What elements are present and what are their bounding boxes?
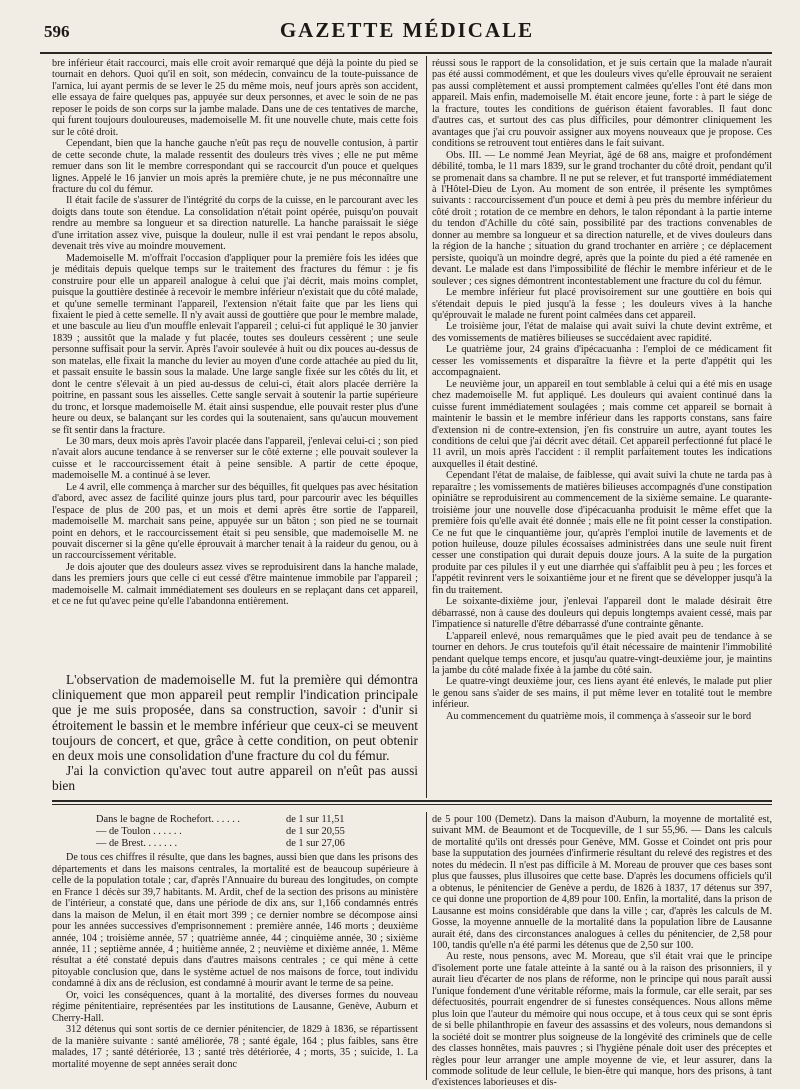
paragraph: de 5 pour 100 (Demetz). Dans la maison d'Auburn, la moyenne de mortalité est, suivant MM. de Beaumont et de Tocqueville, de 1 sur 55,96. — Dans les calculs de mortalité qu'ils ont dressés pour Genève, MM. Gosse et Coindet ont pris pour base la supputation des journées d'infirmerie résultant du relevé des registres et des notes du médecin. Il n'est pas difficile à M. Moreau de prouver que ces bases sont plus que fausses, plus illusoires que cette base. D'après les documens officiels qu'il a obtenus, le pénitencier de Genève a perdu, de 1826 à 1837, 17 détenus sur 397, ce qui donne une proportion de 4,89 pour 100. Enfin, la mortalité, dans la prison de Lausanne est moins considérable que dans la ville ; car, d'après les calculs de M. Gosse, la moyenne annuelle de la mortalité dans la population libre de Lausanne aurait été, dans des circonstances analogues à celles du pénitencier, de 2,58 pour 100, tandis qu'elle n'a été parmi les détenus que de 2,50 sur 100.: [432, 814, 772, 951]
stat-ratio: de 1 sur 27,06: [286, 837, 345, 849]
stat-place: — de Toulon . . . . . .: [96, 825, 182, 837]
stat-place: Dans le bagne de Rochefort. . . . . .: [96, 814, 240, 825]
paragraph: Le soixante-dixième jour, j'enlevai l'appareil dont le malade désirait être débarrassé, non à cause des douleurs qui depuis longtemps avaient cessé, mais par l'impatience si naturelle d'être débarrassé d'une contrainte gênante.: [432, 596, 772, 631]
paragraph: 312 détenus qui sont sortis de ce dernier pénitencier, de 1829 à 1836, se répartissent de la manière suivante : santé améliorée, 78 ; santé égale, 164 ; plus faibles, sans être malades, 17 ; santé détériorée, 13 ; santé très détériorée, 4 ; morts, 35 ; suicide, 1. La mortalité moyenne de sept années serait donc: [52, 1024, 418, 1070]
paragraph: L'observation de mademoiselle M. fut la première qui démontra cliniquement que mon appareil peut remplir l'indication principale que je me suis proposée, dans sa construction, savoir : d'unir si étroitement le bassin et le membre inférieur que ceux-ci se meuvent toujours de concert, et que, grâce à cette condition, on peut obtenir en deux mois une consolidation d'une fracture du col du fémur.: [52, 672, 418, 764]
paragraph: Il était facile de s'assurer de l'intégrité du corps de la cuisse, en le parcourant avec les doigts dans toute son étendue. La consolidation n'était point opérée, puisqu'on pouvait rendre au membre sa longueur et sa direction naturelle. La hanche paraissait le siége d'une irritation assez vive, puisque la douleur, nulle il est vrai pendant le repos absolu, devenait très vive au moindre mouvement.: [52, 195, 418, 253]
paragraph: Le membre inférieur fut placé provisoirement sur une gouttière en bois qui s'étendait depuis le pied jusqu'à la fesse ; les douleurs vives à la hanche qu'éprouvait le malade ne furent point calmées dans cet appareil.: [432, 287, 772, 321]
paragraph: Le troisième jour, l'état de malaise qui avait suivi la chute devint extrême, et des vomissements de matières bilieuses se succédaient avec rapidité.: [432, 321, 772, 344]
table-row: [52, 826, 418, 838]
paragraph: Le quatrième jour, 24 grains d'ipécacuanha : l'emploi de ce médicament fit cesser les vomissements et disparaître la fièvre et la perte d'appétit qui les accompagnaient.: [432, 344, 772, 379]
upper-left-column: [52, 58, 418, 668]
paragraph: Je dois ajouter que des douleurs assez vives se reproduisirent dans la hanche malade, dans les premiers jours que celle ci eut cessé d'être maintenue immobile par l'appareil ; mademoiselle M. calmait immédiatement ses douleurs en se replaçant dans cet appareil, et ce ne fut qu'avec peine qu'elle l'abandonna entièrement.: [52, 561, 418, 608]
paragraph: L'appareil enlevé, nous remarquâmes que le pied avait peu de tendance à se tourner en dehors. Je crus toutefois qu'il était nécessaire de maintenir l'immobilité pendant quelque temps encore, et jusqu'au quatre-vingt-deuxième jour, je maintins la jambe du côté malade fixée à la jambe du côté sain.: [432, 630, 772, 677]
journal-title: GAZETTE MÉDICALE: [279, 18, 535, 42]
upper-left-large-text: [52, 672, 418, 798]
paragraph: Cependant l'état de malaise, de faiblesse, qui avait suivi la chute ne tarda pas à reparaître ; les vomissements de matières bilieuses accompagnés d'une constipation opiniâtre se reproduisirent au commencement de la sixième semaine. Le quarante-troisième jour une nouvelle dose d'ipécacuanha produisit le même effet que la première fois qu'elle avait été donnée ; mais elle ne fit point cesser la constipation. Ce ne fut que le cinquantième jour, qu'après l'emploi inutile de lavements et de potion huileuse, douze pilules écossaises administrées dans une seule nuit firent cesser une constipation qui durait depuis douze jours. A la suite de la purgation produite par ces pilules il y eut une diarrhée qui s'affaiblit peu à peu ; les forces et l'appétit revinrent vers le soixantième jour et ne firent que se développer jusqu'à la fin du traitement.: [432, 470, 772, 596]
paragraph: Cependant, bien que la hanche gauche n'eût pas reçu de nouvelle contusion, à partir de cette seconde chute, la malade ressentit des douleurs très vives ; elle ne put même remuer dans son lit le membre correspondant qui se raccourcit d'un pouce et quelques lignes. Appelé le 16 janvier un mois après la première chute, je ne pus méconnaître une fracture du col du fémur.: [52, 138, 418, 195]
section-rule: [52, 800, 772, 802]
lower-right-column: [432, 814, 772, 1089]
mortality-table: [52, 814, 418, 849]
lower-left-column: [52, 814, 418, 1080]
paragraph: J'ai la conviction qu'avec tout autre appareil on n'eût pas aussi bien: [52, 763, 418, 794]
stat-ratio: de 1 sur 20,55: [286, 825, 345, 837]
page-number: 596: [44, 22, 70, 41]
table-row: [52, 814, 418, 826]
paragraph: Le 30 mars, deux mois après l'avoir placée dans l'appareil, j'enlevai celui-ci ; son pied n'avait alors aucune tendance à se renverser sur le côté externe ; elle pouvait soulever la cuisse et le raccourcissement était à peine sensible. A partir de cette époque, mademoiselle M. a continué à se lever.: [52, 435, 418, 482]
stat-place: — de Brest. . . . . . .: [96, 837, 178, 849]
paragraph: Or, voici les conséquences, quant à la mortalité, des diverses formes du nouveau régime pénitentiaire, représentées par les institutions de Lausanne, Genève, Auburn et Cherry-Hall.: [52, 989, 418, 1024]
table-row: [52, 838, 418, 850]
upper-right-column: [432, 58, 772, 798]
paragraph: Le neuvième jour, un appareil en tout semblable à celui qui a été mis en usage chez mademoiselle M. fut appliqué. Les douleurs qui avaient continué dans la cuisse furent immédiatement soulagées ; mais comme cet appareil se bornait à maintenir le bassin et le membre inférieur dans les rapports constans, sans faire d'extension ni de contre-extension, j'en fis construire un autre, ayant toutes les conditions de celui que j'ai décrit avec détail. Cet appareil perfectionné fut placé le 11 avril, un mois après l'accident : il remplit parfaitement toutes les indications auxquelles il était destiné.: [432, 378, 772, 470]
paragraph: bre inférieur était raccourci, mais elle croit avoir remarqué que déjà la pointe du pied se tournait en dehors. Quoi qu'il en soit, son médecin, convaincu de la toute-puissance de l'arnica, lui ayant permis de se lever le 25 du même mois, neuf jours après son accident, elle essaya de faire quelques pas, appuyée sur deux personnes, et avec le soin de ne pas reposer le poids de son corps sur la jambe malade. Dans une de ces tentatives de marche, qui furent toujours douloureuses, mademoiselle M. fit une nouvelle chute, mais cette fois sur le côté droit.: [52, 58, 418, 138]
paragraph: Le quatre-vingt deuxième jour, ces liens ayant été enlevés, le malade put plier le genou sans s'aider de ses mains, il put même lever en totalité tout le membre inférieur.: [432, 676, 772, 711]
observation-heading-paragraph: Obs. III. — Le nommé Jean Meyriat, âgé de 68 ans, maigre et profondément débilité, tomba, le 11 mars 1839, sur le grand trochanter du côté droit, pendant qu'il se promenait dans sa chambre. Il ne put se relever, et fut transporté immédiatement à l'Hôtel-Dieu de Lyon. Au moment de son entrée, il présente les symptômes suivants : raccourcissement d'un pouce et demi à peu près du membre inférieur du côté droit ; rotation de ce membre en dehors, le talon répondant à la partie interne du tendon d'Achille du côté sain, possibilité par des tractions convenables de donner au membre sa longueur et sa direction naturelle, et de vives douleurs dans la région de la hanche ; situation du grand trochanter en arrière ; ce déplacement persiste, quoiqu'à un moindre degré, après que la pointe du pied a été ramenée en devant. Le malade est dans l'impossibilité de fléchir le membre inférieur et de le soulever ; ces signes démontrent incontestablement une fracture du col du fémur.: [432, 149, 772, 287]
stat-ratio: de 1 sur 11,51: [286, 814, 345, 825]
paragraph: Au commencement du quatrième mois, il commença à s'asseoir sur le bord: [446, 710, 752, 722]
header-rule: [40, 52, 772, 54]
section-rule-thin: [52, 804, 772, 805]
paragraph: De tous ces chiffres il résulte, que dans les bagnes, aussi bien que dans les prisons des départements et dans les maisons centrales, la mortalité est de beaucoup supérieure à celle de la population totale ; car, d'après l'Annuaire du bureau des longitudes, on compte en France 1 décès sur 39,7 habitants. M. Ardit, chef de la section des prisons au ministère de l'intérieur, a constaté que, dans une période de dix ans, sur 1,166 condamnés entrés dans la maison de Melun, il en était mort 399 ; ce dernier nombre se décompose ainsi pour les années successives d'emprisonnement : première année, 146 morts ; deuxième année, 104 ; troisième année, 57 ; quatrième année, 44 ; cinquième année, 30 ; sixième année, 11 ; septième année, 4 ; huitième année, 2 ; neuvième et dixième année, 1. Même résultat a été constaté depuis dans d'autres maisons centrales ; ce qui mène à cette pitoyable conclusion que, dans le système actuel de nos maisons de force, tout individu condamné à dix ans de réclusion, est condamné à mourir avant le terme de sa peine.: [52, 852, 418, 990]
upper-column-divider: [426, 56, 427, 798]
paragraph: réussi sous le rapport de la consolidation, et je suis certain que la malade n'aurait pas été aussi commodément, et que les douleurs vives qu'elle éprouvait ne seraient pas aussi complètement et aussi promptement calmées qu'elles l'ont été dans mon appareil. Mais enfin, mademoiselle M. était encore jeune, forte : à part le siége de la fracture, toutes les conditions de guérison étaient favorables. Il faut donc d'autres cas, et surtout des cas plus difficiles, pour démontrer cliniquement les avantages que j'ai cru pouvoir assigner aux moyens nouveaux que je propose. Ces conditions se retrouvent tout entières dans le fait suivant.: [432, 58, 772, 150]
paragraph: Le 4 avril, elle commença à marcher sur des béquilles, fit quelques pas avec hésitation d'abord, avec assez de facilité quinze jours plus tard, pour parcourir avec les béquilles l'espace de plus de 200 pas, et un mois et demi après être sortie de l'appareil, mademoiselle M. marchait sans peine, appuyée sur un bâton ; son pied ne se tournait point en dehors, et le raccourcissement était si peu sensible, que mademoiselle M. ne pouvait discerner si la gêne qu'elle éprouvait à marcher tenait à la raideur du genou, ou à un raccourcissement véritable.: [52, 481, 418, 562]
paragraph: Mademoiselle M. m'offrait l'occasion d'appliquer pour la première fois les idées que je méditais depuis quelque temps sur le traitement des fractures du fémur : je fis construire pour elle un appareil analogue à celui que j'ai décrit, mais moins complet, puisque la gouttière destinée à recevoir le membre inférieur n'existait que du côté malade, et qu'une semelle terminant l'appareil, l'extension n'était faite que par les liens qui fixaient le pied à cette semelle. Il n'y avait aussi de gouttière que pour le membre malade, et une bascule au lieu d'un mouffle enlevait l'appareil ; celui-ci fut appliqué le 30 janvier 1839 ; aussitôt que la malade y fut placée, toutes ses douleurs cessèrent ; une seule personne suffisait pour la servir. Après l'avoir soulevée à huit ou dix pouces au-dessus de son matelas, elle fixait la manche du levier au moyen d'une corde attachée au pied du lit, et passait ensuite le bassin sous la malade. Une large sangle fixée sur les côtés du lit, et dont le centre s'élevait à un pied au-dessus de celui-ci, était alors placée derrière la poitrine, en passant sous les aisselles. Cette sangle servait à soutenir la partie supérieure du tronc, et lorsque mademoiselle M. était ainsi suspendue, elle pouvait rester plus d'une heure ou deux, se balançant sur les cordes qui la soutenaient, sans qu'aucun mouvement se fît sentir dans la fracture.: [52, 252, 418, 436]
page-header: [44, 18, 770, 48]
lower-column-divider: [426, 812, 427, 1080]
paragraph: Au reste, nous pensons, avec M. Moreau, que s'il était vrai que le principe d'isolement porte une fatale atteinte à la santé ou à la raison des prisonniers, il y aurait lieu d'écarter de nos plans de réforme, non le principe qui nous paraît aussi l'unique fondement d'une véritable réforme, mais la formule, car elle serait, par ses défectuosités, pourrait engendrer de si funestes conséquences. Nous allons même plus loin que l'auteur du mémoire qui nous occupe, et à tous ceux qui se sont épris de si belle philanthropie en faveur des assassins et des voleurs, nous demandons si la société doit se montrer plus soigneuse de la longévité des criminels que de celle des classes honnêtes, mais pauvres ; si l'hygiène pénale doit user des préceptes et règles pour leur arranger une ample moyenne de vie, et leur assurer, dans la commode solitude de leur cellule, le bien-être qui manque, hors des prisons, à tant d'existences laborieuses et dis-: [432, 951, 772, 1089]
